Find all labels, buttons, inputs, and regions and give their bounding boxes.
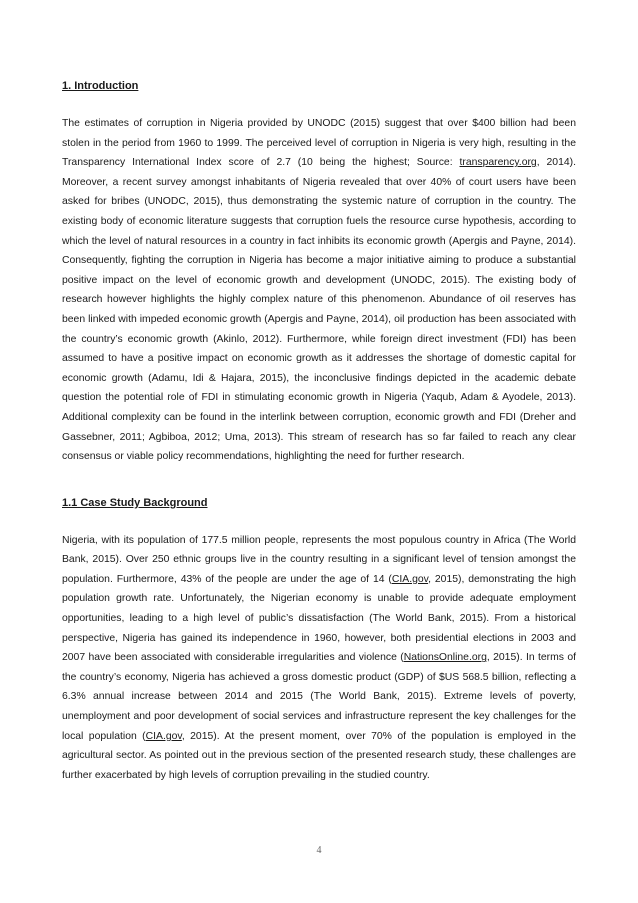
introduction-paragraph: [62, 114, 576, 467]
page-content: [62, 78, 576, 785]
case-study-text-1: Nigeria, with its population of 177.5 million people, represents the most populous country in Africa (The World Bank, 2015). Over 250 ethnic groups live in the country resulting in a significant level of tension amongst the population. Furthermore, 43% of the people are under the age of 14 (: [62, 534, 576, 585]
section-heading-introduction: 1. Introduction: [62, 80, 139, 92]
link-cia-gov[interactable]: CIA.gov: [391, 573, 429, 585]
link-cia-gov-2[interactable]: CIA.gov: [145, 730, 182, 742]
introduction-text-2: , 2014). Moreover, a recent survey amongst inhabitants of Nigeria revealed that over 40% of court users have been asked for bribes (UNODC, 2015), thus demonstrating the systemic nature of corruption in the country. The existing body of economic literature suggests that corruption fuels the resource curse hypothesis, according to which the level of natural resources in a country in fact inhibits its economic growth (Apergis and Payne, 2014). Consequently, fighting the corruption in Nigeria has become a major initiative aiming to produce a substantial positive impact on the level of economic growth and development (UNODC, 2015). The existing body of research however highlights the highly complex nature of this phenomenon. Abundance of oil reserves has been linked with impeded economic growth (Apergis and Payne, 2014), oil production has been associated with the country’s economic growth (Akinlo, 2012). Furthermore, while foreign direct investment (FDI) has been assumed to have a positive impact on economic growth as it addresses the shortage of domestic capital for economic growth (Adamu, Idi & Hajara, 2015), the inconclusive findings depicted in the academic debate question the potential role of FDI in stimulating economic growth in Nigeria (Yaqub, Adam & Ayodele, 2013). Additional complexity can be found in the interlink between corruption, economic growth and FDI (Dreher and Gassebner, 2011; Agbiboa, 2012; Uma, 2013). This stream of research has so far failed to reach any clear consensus or viable policy recommendations, highlighting the need for further research.: [62, 157, 576, 463]
link-nationsonline-org[interactable]: NationsOnline.org: [403, 652, 487, 664]
page-number: 4: [316, 845, 322, 856]
case-study-text-2: , 2015), demonstrating the high population growth rate. Unfortunately, the Nigerian economy is unable to provide adequate employment opportunities, leading to a high level of public’s dissatisfaction (The World Bank, 2015). From a historical perspective, Nigeria has gained its independence in 1960, however, both presidential elections in 2003 and 2007 have been associated with considerable irregularities and violence (: [62, 573, 576, 664]
case-study-text-4: , 2015). At the present moment, over 70% of the population is employed in the agricultural sector. As pointed out in the previous section of the presented research study, these challenges are further exacerbated by high levels of corruption prevailing in the studied country.: [62, 730, 577, 781]
link-transparency-org[interactable]: transparency.org: [459, 157, 537, 169]
case-study-text-3: , 2015). In terms of the country’s economy, Nigeria has achieved a gross domestic product (GDP) of $US 568.5 billion, reflecting a 6.3% annual increase between 2014 and 2015 (The World Bank, 2015). Extreme levels of poverty, unemployment and poor development of social services and infrastructure represent the key challenges for the local population (: [62, 652, 576, 742]
introduction-text-1: The estimates of corruption in Nigeria provided by UNODC (2015) suggest that over $400 billion had been stolen in the period from 1960 to 1999. The perceived level of corruption in Nigeria is very high, resulting in the Transparency International Index score of 2.7 (10 being the highest; Source:: [62, 118, 576, 169]
case-study-paragraph: [62, 531, 576, 786]
section-heading-case-study: 1.1 Case Study Background: [62, 496, 208, 509]
